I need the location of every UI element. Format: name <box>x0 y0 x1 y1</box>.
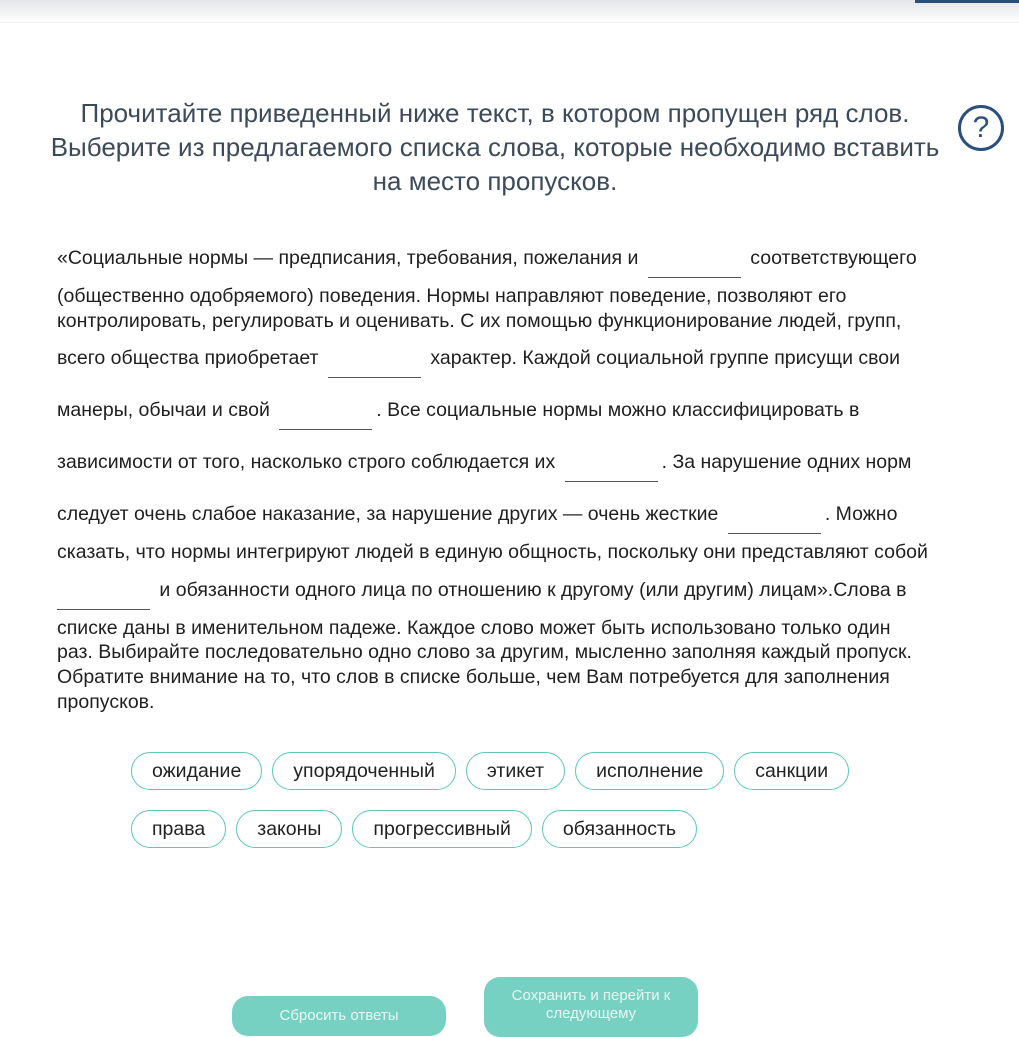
word-chip[interactable]: этикет <box>466 752 565 790</box>
gap-6[interactable] <box>57 573 150 610</box>
passage-line: сказать, что нормы интегрируют людей в единую общность, поскольку они представляют собой <box>57 541 928 564</box>
word-chip[interactable]: права <box>131 810 226 848</box>
word-chip[interactable]: исполнение <box>575 752 724 790</box>
help-button[interactable] <box>958 105 1004 151</box>
passage-line: . Можно <box>824 503 898 526</box>
passage-line: Обратите внимание на то, что слов в списке больше, чем Вам потребуется для заполнения <box>57 665 890 688</box>
word-chip[interactable]: обязанность <box>542 810 697 848</box>
gap-4[interactable] <box>565 445 658 482</box>
word-chip[interactable]: упорядоченный <box>272 752 456 790</box>
word-bank <box>131 752 921 848</box>
passage-line: зависимости от того, насколько строго соблюдается их <box>57 451 556 474</box>
question-mark-icon: ? <box>972 111 990 144</box>
passage-line: контролировать, регулировать и оценивать. С их помощью функционирование людей, групп, <box>57 309 902 332</box>
passage-line: раз. Выбирайте последовательно одно слово за другим, мысленно заполняя каждый пропуск. <box>57 641 912 664</box>
passage-line: . Все социальные нормы можно классифицировать в <box>376 399 860 422</box>
task-instruction: Прочитайте приведенный ниже текст, в котором пропущен ряд слов. Выберите из предлагаемого списка слова, которые необходимо вставить на место пропусков. <box>50 98 940 196</box>
passage-text <box>57 233 1007 714</box>
word-chip[interactable]: ожидание <box>131 752 262 790</box>
gap-5[interactable] <box>728 497 821 534</box>
passage-line: . За нарушение одних норм <box>661 451 912 474</box>
passage-line: (общественно одобряемого) поведения. Нормы направляют поведение, позволяют его <box>57 285 847 307</box>
save-and-next-button[interactable]: Сохранить и перейти к следующему <box>484 977 698 1037</box>
passage-line: и обязанности одного лица по отношению к другому (или другим) лицам».Слова в <box>159 578 907 601</box>
passage-line: следует очень слабое наказание, за нарушение других — очень жесткие <box>57 503 719 526</box>
passage-line: всего общества приобретает <box>57 347 319 370</box>
gap-2[interactable] <box>328 341 421 378</box>
word-chip[interactable]: законы <box>236 810 342 848</box>
top-bar <box>0 0 1019 23</box>
top-bar-accent <box>915 0 1019 3</box>
passage-line: манеры, обычаи и свой <box>57 399 270 422</box>
reset-answers-button[interactable]: Сбросить ответы <box>232 996 446 1036</box>
gap-1[interactable] <box>648 241 741 278</box>
passage-line: пропусков. <box>57 690 155 713</box>
word-chip[interactable]: санкции <box>734 752 849 790</box>
word-chip[interactable]: прогрессивный <box>352 810 531 848</box>
passage-line: «Социальные нормы — предписания, требования, пожелания и <box>57 247 639 269</box>
gap-3[interactable] <box>279 393 372 430</box>
passage-line: списке даны в именительном падеже. Каждое слово может быть использовано только один <box>57 616 891 639</box>
passage-line: характер. Каждой социальной группе присущи свои <box>430 347 901 370</box>
passage-line: соответствующего <box>750 247 917 269</box>
